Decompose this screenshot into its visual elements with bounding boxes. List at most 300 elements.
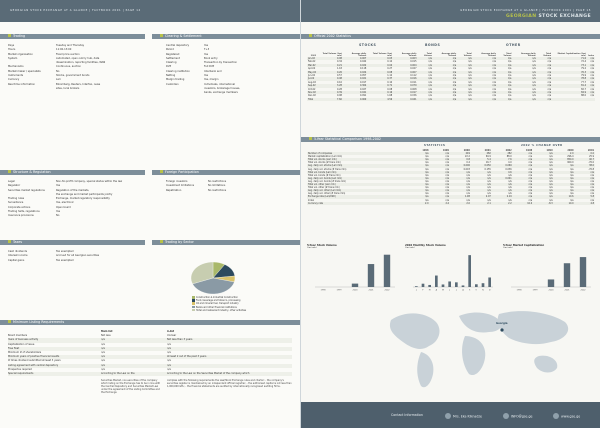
table-cell: n/a [457, 77, 472, 80]
table-cell: n/a [533, 164, 553, 167]
table-cell: n/a [549, 179, 553, 183]
table-cell: Exchange rate (Lari/USD) [307, 195, 409, 198]
bullet-square-icon [160, 240, 163, 243]
table-cell: Mar-02 [308, 63, 316, 67]
legend-label: Hotel and restaurant industry, other activities [196, 309, 247, 313]
table-cell: n/a [425, 155, 429, 159]
table-cell: n/a [445, 192, 449, 196]
listing-cell: n/a [101, 350, 105, 354]
table-header-cell: Index [588, 54, 594, 57]
foreign-list [166, 180, 296, 193]
table-cell: Avg. daily vol. bonds (# trans mln) [308, 179, 347, 183]
table-cell: n/a [549, 167, 553, 171]
bullet-square-icon [8, 240, 11, 243]
table-cell: n/a [547, 94, 552, 98]
tick-label: J [449, 289, 450, 292]
structure-title: Structure & Regulation [13, 170, 51, 174]
table-cell: 76.3 [552, 71, 587, 74]
info-key: Investment limitations [166, 184, 195, 188]
table-cell: 73.1 [552, 64, 587, 67]
info-key: Capital gains [8, 258, 25, 262]
listing-cell: At least 2 out of the past 3 years [167, 355, 207, 359]
table-cell: n/a [554, 171, 575, 174]
right-header [301, 0, 600, 22]
info-value: Stocks, government bonds [56, 74, 90, 78]
table-cell: n/a [532, 80, 536, 84]
legend-label: Banks and other financial institutions [196, 305, 237, 309]
table-cell: n/a [587, 71, 595, 74]
group-label-bonds: BONDS [425, 43, 441, 47]
table-cell: 0.008 [410, 87, 417, 91]
listing-title: Minimum Listing Requirements [13, 320, 65, 324]
table-cell: n/a [554, 164, 575, 167]
table-cell: n/a [513, 158, 533, 161]
table-cell: n/a [547, 80, 552, 84]
bar [475, 284, 478, 287]
table-header-cell: Total Volume [423, 52, 432, 57]
table-cell: n/a [428, 87, 432, 91]
legend-swatch [192, 296, 195, 299]
table-cell: n/a [575, 183, 596, 186]
listing-cell: n/a [101, 346, 105, 350]
table-cell: n/a [512, 64, 536, 67]
table-cell: Sep-02 [308, 84, 316, 88]
table-cell: n/a [497, 84, 512, 87]
table-cell: 79.2 [581, 67, 586, 71]
table-cell: n/a [547, 74, 552, 78]
table-cell: n/a [549, 198, 553, 202]
info-value: Non-for-profit company, special status within the law [56, 180, 123, 183]
table-cell: n/a [537, 57, 552, 60]
table-header-cell: 2002 [505, 149, 512, 152]
table-cell: n/a [554, 183, 575, 186]
table-header-cell: Total Volume (Lari mln) [322, 52, 342, 57]
info-value: Automated, open outcry hub, data [56, 56, 100, 60]
contact-person [445, 413, 482, 419]
table-cell: n/a [468, 94, 472, 98]
listing-cell: n/a [101, 338, 105, 342]
table-cell: n/a [433, 91, 457, 94]
table-cell: n/a [473, 71, 497, 74]
table-cell: n/a [417, 77, 432, 80]
info-key: Netting [166, 74, 176, 78]
table-cell: 0.004 [393, 64, 417, 67]
table-cell: n/a [433, 77, 457, 80]
table-cell: 0.28 [337, 87, 342, 91]
email-text[interactable]: INFO@gse.ge [511, 414, 533, 419]
bar [580, 257, 586, 287]
table-header-cell: Total Volume [543, 52, 552, 57]
table-cell: n/a [512, 77, 536, 80]
bar [488, 277, 491, 287]
table-cell: 0.007 [343, 57, 367, 60]
table-cell: 0.10 [387, 80, 393, 84]
tick-label: A [462, 289, 464, 292]
table-cell: 0.57 [337, 74, 342, 78]
table-cell: 0.069 [343, 98, 367, 101]
table-cell: 0.011 [410, 80, 417, 84]
info-key: Instruments [8, 74, 24, 78]
info-value: No restrictions [208, 188, 227, 192]
table-cell: n/a [452, 80, 457, 84]
table-header-cell: 2001 [587, 149, 594, 152]
bar [435, 276, 438, 287]
listing-cell: Not less than 3 years [167, 338, 193, 342]
table-cell: Avg. daily vol. bonds (Lari mln) [307, 177, 409, 180]
table-cell: n/a [513, 189, 533, 192]
table-cell: 0.036 [505, 167, 512, 171]
table-cell: n/a [590, 173, 594, 177]
table-cell: n/a [425, 167, 429, 171]
table-cell: Jun-02 [308, 74, 315, 78]
table-cell: n/a [466, 198, 470, 202]
table-cell: n/a [507, 94, 512, 98]
table-cell: n/a [445, 198, 449, 202]
table-cell: 0.48 [317, 77, 343, 80]
table-cell: n/a [468, 74, 472, 78]
table-cell: n/a [513, 164, 533, 167]
table-cell: n/a [537, 71, 552, 74]
info-key: Registered [166, 52, 180, 56]
table-cell: n/a [409, 171, 429, 174]
table-cell: n/a [587, 84, 595, 87]
table-cell: n/a [417, 71, 432, 74]
table-cell: n/a [433, 64, 457, 67]
info-value: Tuesday and Thursday [56, 44, 85, 47]
table-cell: n/a [537, 84, 552, 87]
table-cell: n/a [590, 74, 594, 78]
table-cell: 0.079 [393, 84, 417, 87]
listing-cell: Prospectus required [8, 367, 32, 371]
table-cell: 38.0 [575, 164, 596, 167]
table-cell: n/a [549, 161, 553, 165]
info-key: Real time information [8, 82, 36, 86]
table-cell: n/a [547, 67, 552, 71]
table-cell: n/a [409, 164, 429, 167]
table-cell: 0.112 [410, 74, 417, 78]
group-label-stocks: STOCKS [359, 43, 377, 47]
table-cell: n/a [497, 91, 512, 94]
map-label-georgia: Georgia [496, 322, 508, 325]
table-cell: n/a [429, 158, 449, 161]
table-cell: 0.364 [343, 84, 367, 87]
info-key: Corporate actions [8, 205, 31, 209]
info-row [8, 87, 148, 91]
listing-cell: n/a [101, 342, 105, 346]
table-cell: n/a [425, 179, 429, 183]
legend-label: Food, beverage and tobacco, processing [196, 299, 241, 303]
contact-web[interactable] [553, 413, 580, 419]
info-key: Custodian [166, 82, 179, 86]
five-year-section-bar [301, 137, 600, 142]
info-key: Interest income [8, 254, 28, 258]
bullet-square-icon [8, 170, 11, 173]
tick-label: O [475, 289, 478, 292]
info-value: Yes [204, 74, 209, 78]
table-cell: n/a [549, 186, 553, 190]
table-cell: 0.024 [343, 71, 367, 74]
info-value: Continuous, auction [56, 65, 81, 69]
info-value: Yes, electronic [56, 201, 74, 205]
contact-email[interactable] [503, 413, 533, 419]
table-cell: n/a [471, 183, 492, 186]
trading-list [8, 44, 148, 91]
table-cell: 0.021 [343, 77, 367, 80]
table-cell: -8.3 [533, 202, 553, 205]
table-header-cell: Total Volume [503, 52, 512, 57]
info-value: No [56, 69, 60, 73]
table-cell: n/a [533, 152, 553, 155]
monthly-statistics-table [307, 49, 595, 101]
table-cell: n/a [487, 173, 491, 177]
table-cell: 4.0 [508, 161, 512, 165]
sector-legend [192, 296, 298, 312]
table-cell: -76.0 [588, 161, 594, 165]
table-cell: n/a [409, 195, 429, 198]
table-cell: n/a [457, 98, 472, 101]
table-cell: n/a [473, 77, 497, 80]
table-cell: n/a [466, 173, 470, 177]
table-cell: n/a [452, 87, 457, 91]
table-cell: n/a [513, 152, 533, 155]
table-cell: n/a [590, 94, 594, 98]
world-map [381, 300, 581, 396]
info-key: Clearing [166, 61, 177, 65]
table-cell: n/a [513, 171, 533, 174]
info-row [8, 214, 148, 218]
table-cell: n/a [554, 189, 575, 192]
table-header-cell: Average daily Volume [481, 52, 496, 57]
mini-chart-plot [307, 249, 399, 293]
table-cell: n/a [452, 74, 457, 78]
table-cell: n/a [512, 91, 536, 94]
table-row [307, 202, 595, 205]
tick-label: N [482, 289, 484, 292]
table-cell: n/a [497, 98, 512, 101]
table-cell: n/a [528, 161, 533, 165]
info-value: Bloomberg, Reuters, Interfax, news [56, 82, 101, 86]
tick-label: 2001 [564, 289, 570, 292]
mini-chart-plot [503, 249, 595, 293]
table-cell: n/a [528, 179, 533, 183]
table-cell: n/a [445, 186, 449, 190]
table-cell: Aug-02 [308, 80, 316, 84]
table-cell: 72.4 [581, 60, 586, 64]
table-cell: n/a [537, 77, 552, 80]
table-cell: n/a [507, 67, 512, 71]
info-key: Repatriation [166, 188, 182, 192]
info-key: Legal [8, 180, 15, 183]
table-cell: n/a [417, 98, 432, 101]
table-cell: n/a [433, 98, 457, 101]
table-cell: n/a [433, 84, 457, 87]
info-value: Exchange, market regulatory responsibility [56, 197, 110, 201]
table-cell: 0.006 [450, 164, 471, 167]
table-cell: n/a [537, 98, 552, 101]
table-cell: n/a [428, 60, 432, 64]
table-cell: 0.12 [387, 60, 393, 64]
table-cell: 1.68 [387, 94, 393, 98]
table-cell: 22.2 [464, 155, 470, 159]
listing-cell: n/a [101, 363, 105, 367]
table-cell: 0.34 [337, 60, 342, 64]
tick-label: 1999 [336, 289, 342, 292]
info-key: Days [8, 44, 15, 47]
listing-cell: According to the Law on the Securities Market of the company which [167, 371, 250, 375]
table-cell: n/a [445, 155, 449, 159]
table-cell: -76.8 [588, 167, 594, 171]
table-cell: 0.27 [387, 67, 393, 71]
table-cell: n/a [471, 171, 492, 174]
table-cell: n/a [533, 183, 553, 186]
taxes-list [8, 250, 148, 263]
table-cell: 0.091 [360, 94, 367, 98]
contact-footer [301, 402, 600, 428]
table-cell: 2.2 [492, 202, 513, 205]
table-cell: n/a [409, 183, 429, 186]
table-cell: n/a [590, 60, 594, 64]
brand-wordmark [506, 14, 591, 19]
table-cell: 282 [492, 152, 513, 155]
table-cell: n/a [473, 91, 497, 94]
table-cell: n/a [575, 177, 596, 180]
info-value: Transaction by transaction [204, 61, 238, 65]
table-cell: n/a [492, 87, 496, 91]
bar [442, 284, 445, 287]
sector-title: Trading by Sector [165, 240, 194, 244]
listing-cell: Capitalization of issue [8, 342, 35, 346]
table-cell: 7.6 [492, 158, 513, 161]
info-value: banks, exchange members [204, 91, 238, 95]
info-value: investors, brokerage houses, [204, 86, 241, 90]
right-header-text: GEORGIAN STOCK EXCHANGE AT A GLANCE | FACTBOOK 2001 | PAGE 15 [460, 9, 591, 12]
table-cell: Total vol. other (# trans mln) [308, 186, 340, 190]
table-cell: n/a [512, 84, 536, 87]
trading-title: Trading [13, 34, 26, 38]
listing-row [8, 372, 292, 376]
table-cell: n/a [457, 91, 472, 94]
table-cell: 0.156 [410, 94, 417, 98]
table-cell: n/a [450, 183, 471, 186]
table-cell: n/a [533, 195, 553, 198]
info-key: Mechanisms [8, 65, 24, 69]
group-label-statistics: STATISTICS [424, 144, 446, 147]
tick-label: 2000 [548, 289, 554, 292]
info-key: Margin trading [166, 78, 185, 82]
tick-label: M [442, 289, 444, 292]
table-cell: n/a [533, 171, 553, 174]
table-cell: n/a [590, 179, 594, 183]
bar [468, 255, 471, 287]
table-cell: 0.39 [317, 91, 343, 94]
table-cell: n/a [425, 186, 429, 190]
listing-section-bar [0, 320, 300, 325]
tick-label: 2001 [368, 289, 374, 292]
table-cell: Total [307, 98, 317, 101]
structure-section-bar [0, 170, 145, 175]
table-cell: n/a [473, 98, 497, 101]
table-cell [587, 98, 595, 101]
table-cell: 79.9 [581, 74, 586, 78]
table-cell: 0.16 [367, 91, 393, 94]
table-cell: 10.0 [554, 202, 575, 205]
table-cell: n/a [473, 57, 497, 60]
web-text[interactable]: www.gse.ge [561, 414, 581, 419]
foreign-title: Foreign Participation [165, 170, 199, 174]
left-header-text: GEORGIAN STOCK EXCHANGE AT A GLANCE | FACTBOOK 2001 | PAGE 14 [10, 9, 141, 12]
bullet-square-icon [8, 320, 11, 323]
table-cell: n/a [466, 186, 470, 190]
table-cell: n/a [450, 171, 471, 174]
table-cell: 0.155 [484, 167, 491, 171]
info-value: No restrictions [208, 180, 227, 183]
table-cell: n/a [570, 173, 574, 177]
info-value: sites, local brokers [56, 86, 80, 90]
five-year-title: 5-Year Statistical Comparison 1998-2002 [314, 137, 382, 141]
table-cell: 10.6 [554, 195, 575, 198]
bar [352, 284, 358, 287]
bar [428, 285, 431, 287]
table-cell: 249 [450, 152, 471, 155]
contact-name: Mrs. Eka Kiknadze [453, 414, 482, 419]
table-cell: 0.08 [317, 57, 343, 60]
table-header-cell: Average daily Volume [521, 52, 536, 57]
table-cell: n/a [425, 192, 429, 196]
table-cell: n/a [445, 167, 449, 171]
table-cell: n/a [587, 64, 595, 67]
table-cell: 2.07 [471, 195, 492, 198]
table-cell: n/a [547, 87, 552, 91]
table-cell: n/a [570, 186, 574, 190]
table-cell: n/a [409, 152, 429, 155]
table-cell: 900.0 [567, 161, 574, 165]
info-key: Market maker / specialists [8, 69, 41, 73]
table-header-cell: 1999 [546, 149, 553, 152]
info-row [166, 189, 296, 193]
table-cell: n/a [417, 57, 432, 60]
table-cell: n/a [492, 80, 496, 84]
official-title: Official 2002 Statistics [314, 34, 352, 38]
table-cell: 296.4 [567, 155, 574, 159]
bullet-square-icon [309, 137, 312, 140]
table-header-cell: 1998 [422, 149, 429, 152]
info-value: the exchange and market participants jointly [56, 192, 113, 196]
table-cell: 4.6 [492, 171, 513, 174]
tick-label: J [416, 289, 417, 292]
right-page [300, 0, 600, 428]
taxes-title: Taxes [13, 240, 23, 244]
bar [384, 255, 390, 287]
table-cell: Feb-02 [308, 60, 316, 64]
table-cell: n/a [507, 80, 512, 84]
listing-cell: n/a [101, 355, 105, 359]
table-cell: n/a [409, 158, 429, 161]
table-cell: Oct-02 [308, 87, 316, 91]
bar [422, 284, 425, 287]
table-cell: Nov-02 [308, 91, 316, 95]
info-value: Tax exempted [56, 258, 74, 262]
info-key: Hours [8, 48, 16, 52]
table-cell: n/a [492, 94, 496, 98]
bar [548, 279, 554, 287]
table-cell: Index [308, 198, 315, 202]
table-cell: n/a [452, 94, 457, 98]
table-cell: 0.042 [360, 60, 367, 64]
table-cell: 0.71 [367, 84, 393, 87]
five-year-table [307, 149, 595, 205]
table-cell: 850.0 [554, 158, 575, 161]
info-value: Yes [204, 44, 209, 47]
